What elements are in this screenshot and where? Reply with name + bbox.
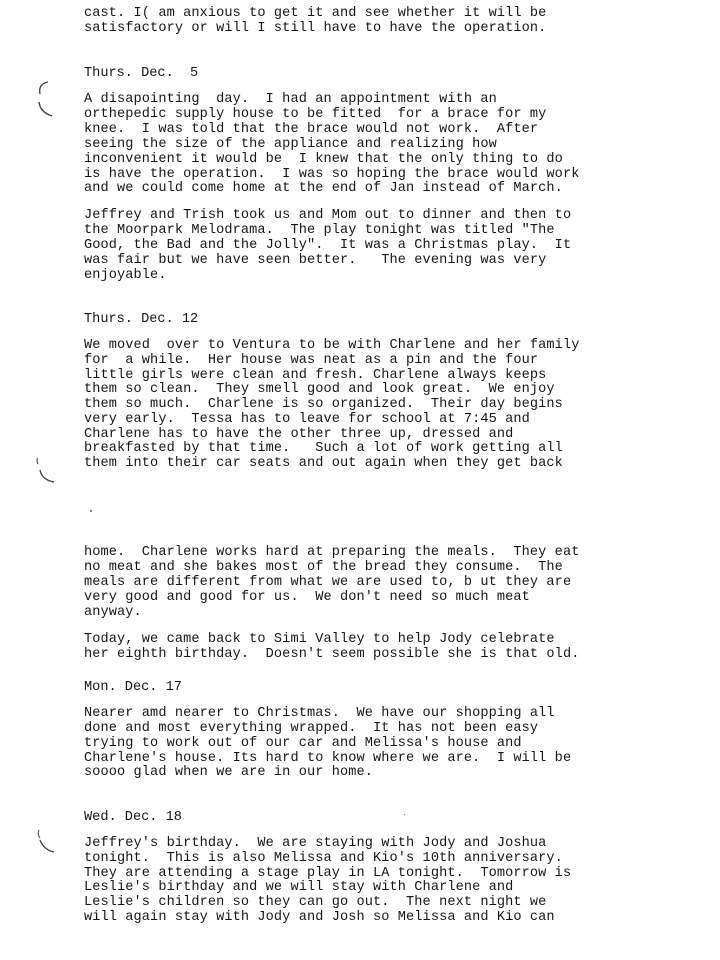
text-line: very good and good for us. We don't need so much meat [84,590,530,605]
text-line: anyway. [84,605,142,620]
text-line: knee. I was told that the brace would not work. After [84,122,539,137]
text-line: seeing the size of the appliance and realizing how [84,137,497,152]
text-line: Leslie's children so they can go out. The next night we [84,895,547,910]
binder-hole-mark-icon [34,820,56,860]
text-line: them so clean. They smell good and look great. We enjoy [84,382,555,397]
text-line: Nearer amd nearer to Christmas. We have our shopping all [84,706,555,721]
text-line: the Moorpark Melodrama. The play tonight was titled "The [84,223,555,238]
entry-date-heading: Thurs. Dec. 12 [84,312,199,327]
text-line: for a while. Her house was neat as a pin and the four [84,353,539,368]
text-line: home. Charlene works hard at preparing the meals. They eat [84,545,580,560]
text-line: satisfactory or will I still have to have the operation. [84,21,547,36]
binder-hole-mark-icon [34,452,56,492]
text-line: will again stay with Jody and Josh so Melissa and Kio can [84,910,555,925]
entry-date-heading: Thurs. Dec. 5 [84,66,199,81]
text-line: Charlene has to have the other three up, dressed and [84,427,514,442]
text-line: little girls were clean and fresh. Charlene always keeps [84,368,547,383]
text-line: no meat and she bakes most of the bread they consume. The [84,560,563,575]
text-line: is have the operation. I was so hoping the brace would work [84,167,580,182]
text-line: her eighth birthday. Doesn't seem possible she is that old. [84,647,580,662]
text-line: soooo glad when we are in our home. [84,765,374,780]
text-line: done and most everything wrapped. It has not been easy [84,721,539,736]
text-line: They are attending a stage play in LA tonight. Tomorrow is [84,866,572,881]
text-line: them so much. Charlene is so organized. Their day begins [84,397,563,412]
text-line: Good, the Bad and the Jolly". It was a Christmas play. It [84,238,572,253]
text-line: Jeffrey's birthday. We are staying with Jody and Joshua [84,836,547,851]
text-line: them into their car seats and out again when they get back [84,456,563,471]
text-line: Jeffrey and Trish took us and Mom out to dinner and then to [84,208,572,223]
text-line: enjoyable. [84,268,167,283]
text-line: A disapointing day. I had an appointment with an [84,92,497,107]
text-line: cast. I( am anxious to get it and see whether it will be [84,6,547,21]
text-line: and we could come home at the end of Jan instead of March. [84,181,563,196]
text-line: was fair but we have seen better. The evening was very [84,253,547,268]
paper-speck [404,814,405,815]
text-line: inconvenient it would be I knew that the only thing to do [84,152,563,167]
text-line: Today, we came back to Simi Valley to help Jody celebrate [84,632,555,647]
text-line: We moved over to Ventura to be with Charlene and her family [84,338,580,353]
text-line: meals are different from what we are used to, b ut they are [84,575,572,590]
text-line: tonight. This is also Melissa and Kio's 10th anniversary. [84,851,563,866]
text-line: breakfasted by that time. Such a lot of work getting all [84,441,563,456]
text-line: orthepedic supply house to be fitted for a brace for my [84,107,547,122]
binder-hole-mark-icon [34,80,56,120]
text-line: trying to work out of our car and Melissa's house and [84,736,522,751]
entry-date-heading: Wed. Dec. 18 [84,810,182,825]
text-line: Leslie's birthday and we will stay with Charlene and [84,880,514,895]
text-line: very early. Tessa has to leave for school at 7:45 and [84,412,530,427]
text-line: Charlene's house. Its hard to know where we are. I will be [84,751,572,766]
entry-date-heading: Mon. Dec. 17 [84,680,182,695]
paper-speck [90,510,92,512]
